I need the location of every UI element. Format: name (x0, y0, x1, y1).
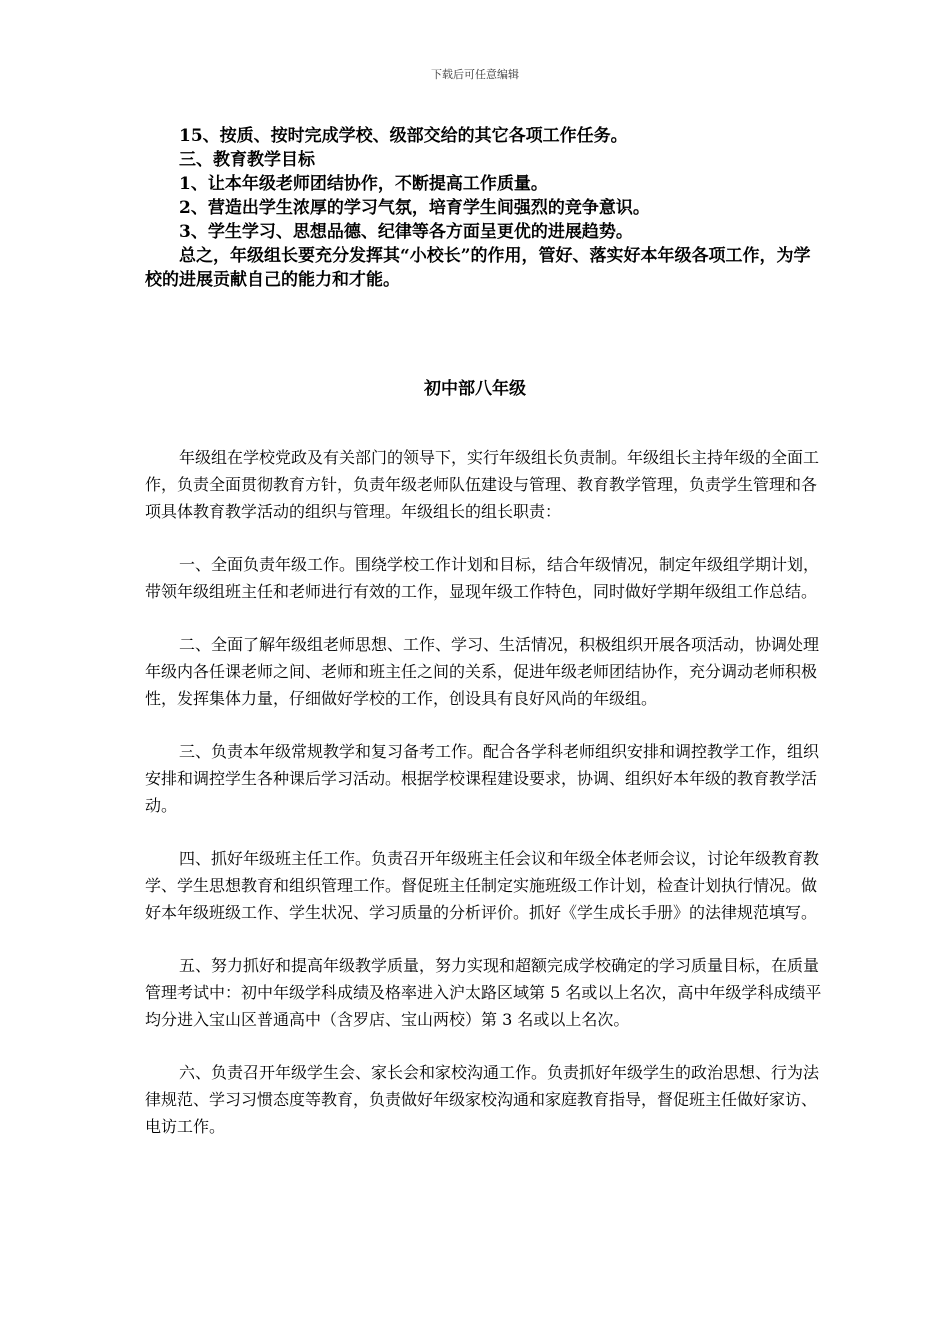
paragraph-duty-5: 五、努力抓好和提高年级教学质量，努力实现和超额完成学校确定的学习质量目标，在质量管理考试中：初中年级学科成绩及格率进入沪太路区域第 5 名或以上名次，高中年级学科成绩平均分进入宝山区普通高中（含罗店、宝山两校）第 3 名或以上名次。 (145, 956, 822, 1029)
top-item-goal-3: 3、学生学习、思想品德、纪律等各方面呈更优的进展趋势。 (179, 222, 633, 242)
section-body (145, 444, 823, 1166)
top-section (145, 124, 815, 292)
top-heading-teaching-goals: 三、教育教学目标 (179, 150, 315, 170)
top-item-goal-2: 2、营造出学生浓厚的学习气氛，培育学生间强烈的竞争意识。 (179, 198, 650, 218)
paragraph-duty-4: 四、抓好年级班主任工作。负责召开年级班主任会议和年级全体老师会议，讨论年级教育教学、学生思想教育和组织管理工作。督促班主任制定实施班级工作计划，检查计划执行情况。做好本年级班级工作、学生状况、学习质量的分析评价。抓好《学生成长手册》的法律规范填写。 (145, 849, 820, 922)
top-summary: 总之，年级组长要充分发挥其“小校长”的作用，管好、落实好本年级各项工作，为学校的进展贡献自己的能力和才能。 (145, 246, 811, 290)
paragraph-duty-2: 二、全面了解年级组老师思想、工作、学习、生活情况，积极组织开展各项活动，协调处理年级内各任课老师之间、老师和班主任之间的关系，促进年级老师团结协作，充分调动老师积极性，发挥集体力量，仔细做好学校的工作，创设具有良好风尚的年级组。 (145, 635, 820, 708)
paragraph-intro: 年级组在学校党政及有关部门的领导下，实行年级组长负责制。年级组长主持年级的全面工作，负责全面贯彻教育方针，负责年级老师队伍建设与管理、教育教学管理，负责学生管理和各项具体教育教学活动的组织与管理。年级组长的组长职责： (145, 448, 820, 521)
top-item-goal-1: 1、让本年级老师团结协作，不断提高工作质量。 (179, 174, 548, 194)
paragraph-duty-1: 一、全面负责年级工作。围绕学校工作计划和目标，结合年级情况，制定年级组学期计划，带领年级组班主任和老师进行有效的工作，显现年级工作特色，同时做好学期年级组工作总结。 (145, 555, 820, 601)
section-title: 初中部八年级 (424, 379, 526, 399)
paragraph-duty-6: 六、负责召开年级学生会、家长会和家校沟通工作。负责抓好年级学生的政治思想、行为法律规范、学习习惯态度等教育，负责做好年级家校沟通和家庭教育指导，督促班主任做好家访、电访工作。 (145, 1063, 820, 1136)
page-header-note: 下载后可任意编辑 (431, 68, 519, 81)
paragraph-duty-3: 三、负责本年级常规教学和复习备考工作。配合各学科老师组织安排和调控教学工作，组织安排和调控学生各种课后学习活动。根据学校课程建设要求，协调、组织好本年级的教育教学活动。 (145, 742, 820, 815)
top-item-15: 15、按质、按时完成学校、级部交给的其它各项工作任务。 (179, 126, 628, 146)
